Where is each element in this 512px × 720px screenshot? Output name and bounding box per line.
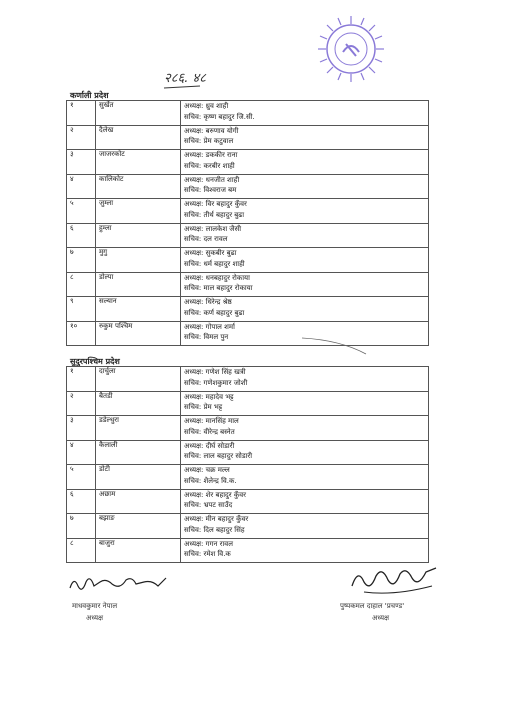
table-row — [67, 367, 429, 392]
officials-cell — [181, 489, 429, 514]
table-row — [67, 297, 429, 322]
chairperson-name: अध्यक्ष: लालकेश जैसी — [184, 224, 242, 233]
district-name: कैलाली — [96, 440, 181, 465]
table-row — [67, 538, 429, 563]
chairperson-name: अध्यक्ष: डककीर राना — [184, 151, 238, 159]
table-row — [67, 465, 429, 490]
chairperson-name: अध्यक्ष: गगन रावल — [184, 539, 233, 548]
secretary-name: सचिव: दल रावल — [184, 235, 228, 243]
secretary-name: सचिव: विश्वराज बम — [184, 186, 237, 194]
signatory-right-name: पुष्पकमल दाहाल 'प्रचण्ड' — [340, 602, 405, 610]
officials-cell — [181, 465, 429, 490]
district-name: जुम्ला — [96, 199, 181, 224]
table-row — [67, 489, 429, 514]
chairperson-name: अध्यक्ष: महादेव भट्ट — [184, 392, 234, 401]
table-row — [67, 199, 429, 224]
secretary-name: सचिव: भ्रपट साउँद — [184, 501, 233, 509]
secretary-name: सचिव: रमेश वि.क — [184, 550, 231, 558]
secretary-name: सचिव: तीर्थ बहादुर बुढा — [184, 210, 245, 219]
officials-cell — [181, 272, 429, 297]
secretary-name: सचिव: वीरेन्द्र बस्नेत — [184, 427, 235, 436]
district-name: रुकुम पश्चिम — [96, 321, 181, 346]
chairperson-name: अध्यक्ष: बरुणाव योगी — [184, 126, 239, 135]
district-name: डोल्पा — [96, 272, 181, 297]
row-number: ७ — [67, 514, 96, 539]
row-number: १ — [67, 367, 96, 392]
table-row — [67, 101, 429, 126]
officials-cell — [181, 367, 429, 392]
chairperson-name: अध्यक्ष: धनजीत शाही — [184, 175, 240, 184]
officials-cell — [181, 101, 429, 126]
table-row — [67, 416, 429, 441]
district-name: दार्चुला — [96, 367, 181, 392]
row-number: २ — [67, 125, 96, 150]
section-title-karnali: कर्णाली प्रदेश — [70, 91, 109, 100]
table-row — [67, 223, 429, 248]
chairperson-name: अध्यक्ष: चक्र मल्ल — [184, 466, 230, 474]
district-name: मुगु — [96, 248, 181, 273]
table-row — [67, 150, 429, 175]
table-row — [67, 125, 429, 150]
row-number: २ — [67, 391, 96, 416]
pen-stroke — [300, 336, 370, 356]
signature-right — [344, 562, 444, 598]
officials-cell — [181, 440, 429, 465]
chairperson-name: अध्यक्ष: दीर्घ सोडारी — [184, 441, 235, 450]
row-number: ५ — [67, 199, 96, 224]
secretary-name: सचिव: माल बहादुर रोकाया — [184, 284, 253, 292]
officials-cell — [181, 150, 429, 175]
district-name: सल्यान — [96, 297, 181, 322]
district-name: बैतडी — [96, 391, 181, 416]
chairperson-name: अध्यक्ष: शेर बहादुर कुँवर — [184, 490, 246, 499]
table-row — [67, 174, 429, 199]
sudurpaschim-table — [66, 366, 429, 563]
chairperson-name: अध्यक्ष: सुकबीर बुढा — [184, 249, 237, 257]
row-number: ३ — [67, 416, 96, 441]
district-name: बाजुरा — [96, 538, 181, 563]
district-name: कालिकोट — [96, 174, 181, 199]
secretary-name: सचिव: प्रेम कटुवाल — [184, 137, 234, 145]
signatory-left-title: अध्यक्ष — [86, 614, 104, 622]
row-number: ४ — [67, 440, 96, 465]
row-number: ७ — [67, 248, 96, 273]
chairperson-name: अध्यक्ष: मीन बहादुर कुँवर — [184, 515, 249, 523]
table-row — [67, 321, 429, 346]
chairperson-name: अध्यक्ष: धिरेन्द्र श्रेष्ठ — [184, 298, 232, 306]
officials-cell — [181, 125, 429, 150]
handwritten-note — [160, 64, 280, 92]
table-row — [67, 272, 429, 297]
officials-cell — [181, 538, 429, 563]
row-number: १ — [67, 101, 96, 126]
officials-cell — [181, 297, 429, 322]
secretary-name: सचिव: शैलेन्द्र वि.क. — [184, 476, 237, 485]
secretary-name: सचिव: दिल बहादुर सिंह — [184, 525, 245, 534]
district-name: दैलेख — [96, 125, 181, 150]
secretary-name: सचिव: विमल पुन — [184, 333, 229, 341]
secretary-name: सचिव: कर्ण बहादुर बुढा — [184, 308, 245, 317]
chairperson-name: अध्यक्ष: गणेश सिंह खत्री — [184, 368, 246, 376]
svg-text:२८६. ४८: २८६. ४८ — [164, 71, 207, 86]
table-row — [67, 440, 429, 465]
secretary-name: सचिव: प्रेम भट्ट — [184, 403, 223, 411]
district-name: बझाङ — [96, 514, 181, 539]
officials-cell — [181, 223, 429, 248]
row-number: ३ — [67, 150, 96, 175]
row-number: १० — [67, 321, 96, 346]
chairperson-name: अध्यक्ष: गोपाल शर्मा — [184, 322, 235, 331]
chairperson-name: अध्यक्ष: ध्रुव शाही — [184, 102, 229, 110]
officials-cell — [181, 174, 429, 199]
officials-cell — [181, 199, 429, 224]
karnali-table — [66, 100, 429, 346]
row-number: ६ — [67, 489, 96, 514]
table-row — [67, 391, 429, 416]
secretary-name: सचिव: गणेशकुमार जोशी — [184, 378, 248, 387]
chairperson-name: अध्यक्ष: मानसिंह माल — [184, 417, 239, 425]
row-number: ९ — [67, 297, 96, 322]
signature-left — [66, 570, 176, 600]
officials-cell — [181, 248, 429, 273]
chairperson-name: अध्यक्ष: धनबहादुर रोकाया — [184, 273, 250, 282]
table-row — [67, 514, 429, 539]
row-number: ५ — [67, 465, 96, 490]
secretary-name: सचिव: कृष्ण बहादुर जि.सी. — [184, 112, 255, 121]
chairperson-name: अध्यक्ष: विर बहादुर कुँवर — [184, 200, 247, 208]
row-number: ८ — [67, 272, 96, 297]
district-name: डडेल्धुरा — [96, 416, 181, 441]
district-name: सुर्खेत — [96, 101, 181, 126]
row-number: ४ — [67, 174, 96, 199]
officials-cell — [181, 391, 429, 416]
row-number: ६ — [67, 223, 96, 248]
section-title-sudurpaschim: सुदुरपश्चिम प्रदेश — [70, 357, 120, 366]
district-name: हुम्ला — [96, 223, 181, 248]
signatory-left-name: माधवकुमार नेपाल — [72, 602, 118, 610]
officials-cell — [181, 416, 429, 441]
table-row — [67, 248, 429, 273]
row-number: ८ — [67, 538, 96, 563]
district-name: अछाम — [96, 489, 181, 514]
officials-cell — [181, 514, 429, 539]
signatory-right-title: अध्यक्ष — [372, 614, 390, 622]
district-name: डोटी — [96, 465, 181, 490]
district-name: जाजरकोट — [96, 150, 181, 175]
party-emblem-logo — [316, 14, 386, 84]
secretary-name: सचिव: धर्म बहादुर शाही — [184, 259, 245, 268]
secretary-name: सचिव: करबीर शाही — [184, 161, 235, 170]
secretary-name: सचिव: लाल बहादुर सोडारी — [184, 452, 253, 460]
